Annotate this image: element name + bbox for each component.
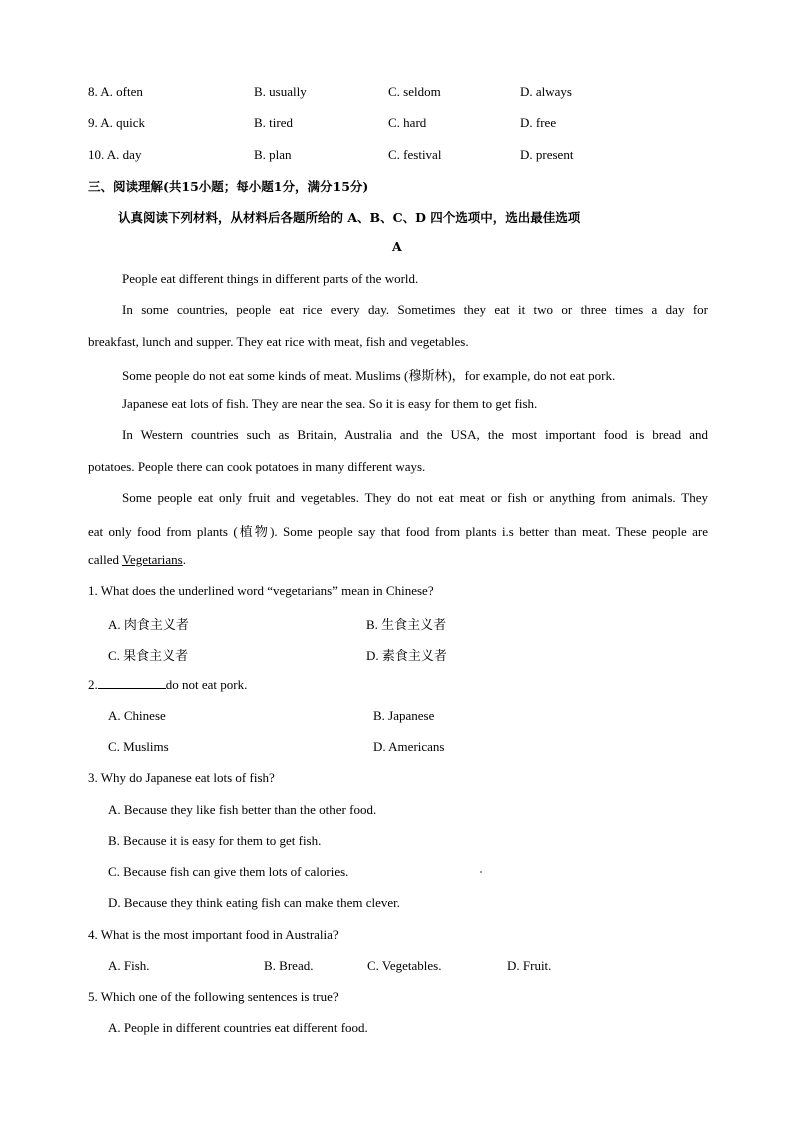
option-10c: C. festival: [388, 147, 442, 162]
question-2-text: do not eat pork.: [165, 677, 248, 692]
option-10d: D. present: [520, 147, 574, 162]
question-3-option-b: B. Because it is easy for them to get fish.: [108, 833, 322, 848]
section-instruction: 认真阅读下列材料，从材料后各题所给的 A、B、C、D 四个选项中，选出最佳选项: [118, 210, 581, 225]
option-8b: B. usually: [254, 84, 307, 99]
passage-paragraph-3: Some people do not eat some kinds of meat. Muslims (穆斯林)，for example, do not eat pork.: [122, 368, 616, 383]
option-10a: 10. A. day: [88, 147, 142, 162]
passage-paragraph-6-line-2: eat only food from plants (植物). Some people say that food from plants i.s better than meat. These people are: [88, 524, 708, 539]
question-2-option-d: D. Americans: [373, 739, 445, 754]
option-9d: D. free: [520, 115, 557, 130]
passage-paragraph-6-line-3: [88, 552, 186, 568]
text-period: .: [182, 552, 186, 567]
question-3-option-c: C. Because fish can give them lots of calories.: [108, 864, 349, 879]
question-2-option-b: B. Japanese: [373, 708, 435, 723]
question-4-option-c: C. Vegetables.: [367, 958, 442, 973]
answer-blank: [98, 678, 166, 689]
question-4-option-b: B. Bread.: [264, 958, 314, 973]
question-1-option-b: B. 生食主义者: [366, 617, 447, 632]
section-heading: 三、阅读理解(共15小题；每小题1分，满分15分): [88, 179, 369, 194]
question-2-stem: [88, 677, 247, 693]
underlined-word: Vegetarians: [122, 552, 183, 567]
question-3-option-d: D. Because they think eating fish can make them clever.: [108, 895, 401, 910]
stray-dot: [480, 871, 482, 873]
question-4-option-d: D. Fruit.: [507, 958, 552, 973]
question-4-option-a: A. Fish.: [108, 958, 150, 973]
passage-paragraph-5-line-2: potatoes. People there can cook potatoes in many different ways.: [88, 459, 426, 474]
question-2-option-c: C. Muslims: [108, 739, 169, 754]
question-5-option-a: A. People in different countries eat different food.: [108, 1020, 368, 1035]
question-1-option-c: C. 果食主义者: [108, 648, 189, 663]
text-called: called: [88, 552, 123, 567]
option-10b: B. plan: [254, 147, 292, 162]
option-8c: C. seldom: [388, 84, 441, 99]
option-8d: D. always: [520, 84, 572, 99]
passage-paragraph-2-line-2: breakfast, lunch and supper. They eat rice with meat, fish and vegetables.: [88, 334, 469, 349]
option-9c: C. hard: [388, 115, 427, 130]
passage-paragraph-1: People eat different things in different parts of the world.: [122, 271, 419, 286]
question-1-option-a: A. 肉食主义者: [108, 617, 189, 632]
option-9a: 9. A. quick: [88, 115, 146, 130]
question-2-option-a: A. Chinese: [108, 708, 166, 723]
question-3-option-a: A. Because they like fish better than the other food.: [108, 802, 377, 817]
question-1-option-d: D. 素食主义者: [366, 648, 447, 663]
question-1-stem: 1. What does the underlined word “vegetarians” mean in Chinese?: [88, 583, 434, 598]
question-2-number: 2.: [88, 677, 98, 692]
passage-paragraph-4: Japanese eat lots of fish. They are near the sea. So it is easy for them to get fish.: [122, 396, 538, 411]
option-9b: B. tired: [254, 115, 293, 130]
passage-paragraph-6-line-1: Some people eat only fruit and vegetables. They do not eat meat or fish or anything from animals. They: [122, 490, 708, 505]
question-4-stem: 4. What is the most important food in Australia?: [88, 927, 339, 942]
question-5-stem: 5. Which one of the following sentences is true?: [88, 989, 339, 1004]
passage-label: A: [392, 239, 402, 254]
question-3-stem: 3. Why do Japanese eat lots of fish?: [88, 770, 275, 785]
passage-paragraph-2-line-1: In some countries, people eat rice every day. Sometimes they eat it two or three times a day for: [122, 302, 708, 317]
passage-paragraph-5-line-1: In Western countries such as Britain, Australia and the USA, the most important food is bread and: [122, 427, 708, 442]
option-8a: 8. A. often: [88, 84, 143, 99]
